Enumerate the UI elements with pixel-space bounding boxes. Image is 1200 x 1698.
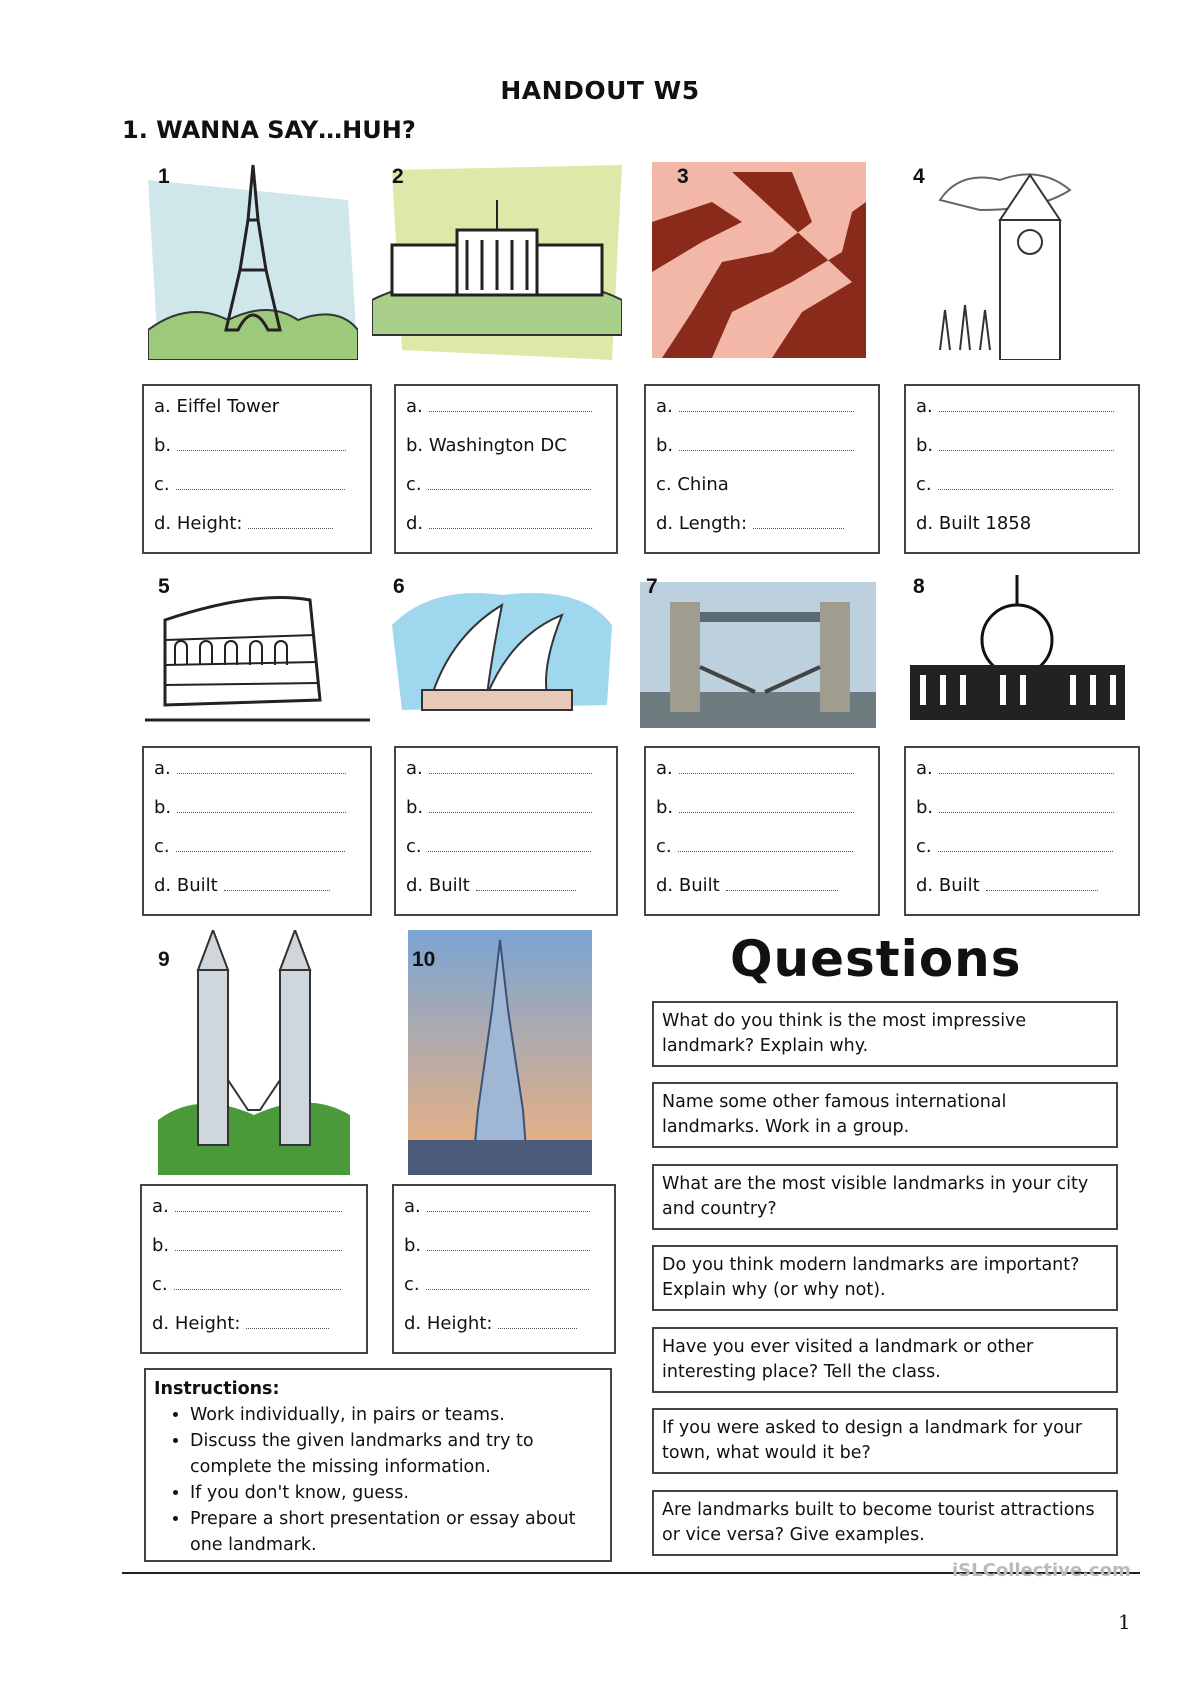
answer-label: a. Eiffel Tower xyxy=(154,396,280,417)
answer-label: d. Built 1858 xyxy=(916,513,1032,534)
question-box: Are landmarks built to become tourist attractions or vice versa? Give examples. xyxy=(652,1490,1118,1556)
answer-line[interactable] xyxy=(916,392,1128,431)
answer-line[interactable] xyxy=(406,754,606,793)
answer-label: d. Built xyxy=(406,875,470,896)
answer-blank[interactable] xyxy=(679,757,854,774)
answer-blank[interactable] xyxy=(498,1312,577,1329)
answer-box xyxy=(904,384,1140,554)
answer-label: b. xyxy=(656,435,674,456)
instructions-box xyxy=(144,1368,612,1562)
answer-blank[interactable] xyxy=(679,434,854,451)
landmark-number: 1 xyxy=(158,165,170,188)
landmark-number: 9 xyxy=(158,948,170,971)
answer-box xyxy=(140,1184,368,1354)
answer-line[interactable] xyxy=(656,832,868,871)
answer-blank[interactable] xyxy=(428,473,591,490)
landmark-number: 4 xyxy=(913,165,925,188)
answer-label: c. xyxy=(656,836,672,857)
answer-blank[interactable] xyxy=(938,835,1113,852)
answer-blank[interactable] xyxy=(429,395,592,412)
answer-blank[interactable] xyxy=(726,874,838,891)
answer-label: a. xyxy=(152,1196,169,1217)
answer-line[interactable] xyxy=(916,470,1128,509)
answer-blank[interactable] xyxy=(175,1195,342,1212)
answer-blank[interactable] xyxy=(429,757,592,774)
handout-title: HANDOUT W5 xyxy=(500,76,700,105)
answer-line[interactable] xyxy=(406,431,606,470)
landmark-number: 7 xyxy=(646,575,658,598)
answer-line[interactable] xyxy=(152,1270,356,1309)
answer-box xyxy=(142,384,372,554)
answer-label: c. xyxy=(404,1274,420,1295)
answer-blank[interactable] xyxy=(176,835,345,852)
answer-line[interactable] xyxy=(154,509,360,548)
us-capitol-image xyxy=(910,570,1125,730)
answer-label: b. xyxy=(406,797,424,818)
landmark-number: 8 xyxy=(913,575,925,598)
page-number: 1 xyxy=(1118,1610,1131,1634)
landmark-number: 3 xyxy=(677,165,689,188)
answer-label: a. xyxy=(656,758,673,779)
answer-label: a. xyxy=(916,396,933,417)
answer-blank[interactable] xyxy=(753,512,844,529)
answer-label: a. xyxy=(406,758,423,779)
answer-line[interactable] xyxy=(656,392,868,431)
answer-label: d. Height: xyxy=(154,513,243,534)
answer-line[interactable] xyxy=(406,871,606,910)
watermark: iSLCollective.com xyxy=(952,1560,1131,1581)
answer-line[interactable] xyxy=(404,1192,604,1231)
answer-label: b. xyxy=(656,797,674,818)
question-box: If you were asked to design a landmark for your town, what would it be? xyxy=(652,1408,1118,1474)
answer-label: c. xyxy=(406,836,422,857)
answer-label: a. xyxy=(406,396,423,417)
answer-label: a. xyxy=(916,758,933,779)
answer-line[interactable] xyxy=(406,509,606,548)
answer-label: d. Built xyxy=(916,875,980,896)
answer-blank[interactable] xyxy=(476,874,576,891)
instruction-item: • Work individually, in pairs or teams. xyxy=(190,1402,602,1428)
question-box: Have you ever visited a landmark or other interesting place? Tell the class. xyxy=(652,1327,1118,1393)
answer-label: d. Height: xyxy=(152,1313,241,1334)
instructions-heading: Instructions: xyxy=(154,1379,280,1399)
answer-blank[interactable] xyxy=(224,874,330,891)
answer-line[interactable] xyxy=(406,832,606,871)
answer-blank[interactable] xyxy=(429,796,592,813)
answer-blank[interactable] xyxy=(177,434,346,451)
answer-box xyxy=(392,1184,616,1354)
answer-line[interactable] xyxy=(916,754,1128,793)
landmark-number: 2 xyxy=(392,165,404,188)
answer-blank[interactable] xyxy=(427,1234,590,1251)
section-heading: 1. WANNA SAY…HUH? xyxy=(122,116,416,144)
question-box: Name some other famous international landmarks. Work in a group. xyxy=(652,1082,1118,1148)
answer-line[interactable] xyxy=(916,793,1128,832)
instruction-item: • Prepare a short presentation or essay about one landmark. xyxy=(190,1506,602,1558)
question-box: Do you think modern landmarks are important? Explain why (or why not). xyxy=(652,1245,1118,1311)
questions-heading: Questions xyxy=(730,930,1022,988)
answer-blank[interactable] xyxy=(177,757,346,774)
instruction-item: • Discuss the given landmarks and try to complete the missing information. xyxy=(190,1428,602,1480)
landmark-number: 10 xyxy=(412,948,436,971)
answer-line[interactable] xyxy=(406,793,606,832)
great-wall-image xyxy=(652,162,866,358)
answer-label: a. xyxy=(154,758,171,779)
answer-line[interactable] xyxy=(404,1231,604,1270)
answer-line[interactable] xyxy=(656,793,868,832)
answer-label: b. Washington DC xyxy=(406,435,567,456)
answer-box xyxy=(394,384,618,554)
tower-bridge-image xyxy=(640,582,876,728)
answer-line[interactable] xyxy=(916,509,1128,548)
answer-label: d. Height: xyxy=(404,1313,493,1334)
answer-line[interactable] xyxy=(404,1309,604,1348)
petronas-towers-image xyxy=(158,930,350,1175)
answer-label: c. xyxy=(154,836,170,857)
landmark-number: 6 xyxy=(393,575,405,598)
answer-label: a. xyxy=(656,396,673,417)
answer-line[interactable] xyxy=(406,470,606,509)
answer-blank[interactable] xyxy=(939,395,1114,412)
answer-line[interactable] xyxy=(152,1231,356,1270)
answer-line[interactable] xyxy=(154,470,360,509)
answer-box xyxy=(644,384,880,554)
answer-blank[interactable] xyxy=(679,395,854,412)
answer-blank[interactable] xyxy=(939,796,1114,813)
answer-blank[interactable] xyxy=(176,473,345,490)
answer-label: d. Built xyxy=(656,875,720,896)
answer-line[interactable] xyxy=(656,470,868,509)
answer-blank[interactable] xyxy=(939,434,1114,451)
answer-label: c. xyxy=(406,474,422,495)
answer-line[interactable] xyxy=(152,1309,356,1348)
answer-label: d. xyxy=(406,513,424,534)
answer-label: d. Length: xyxy=(656,513,748,534)
big-ben-image xyxy=(920,160,1090,360)
question-box: What are the most visible landmarks in your city and country? xyxy=(652,1164,1118,1230)
answer-line[interactable] xyxy=(154,754,360,793)
answer-line[interactable] xyxy=(656,871,868,910)
answer-line[interactable] xyxy=(916,832,1128,871)
answer-blank[interactable] xyxy=(678,835,853,852)
answer-line[interactable] xyxy=(656,431,868,470)
answer-blank[interactable] xyxy=(175,1234,342,1251)
answer-line[interactable] xyxy=(404,1270,604,1309)
answer-blank[interactable] xyxy=(177,796,346,813)
answer-label: c. xyxy=(154,474,170,495)
answer-blank[interactable] xyxy=(428,835,591,852)
sydney-opera-house-image xyxy=(392,585,612,725)
answer-line[interactable] xyxy=(154,431,360,470)
answer-label: a. xyxy=(404,1196,421,1217)
answer-label: b. xyxy=(154,435,172,456)
answer-label: b. xyxy=(152,1235,170,1256)
answer-label: c. xyxy=(152,1274,168,1295)
answer-line[interactable] xyxy=(656,509,868,548)
answer-line[interactable] xyxy=(406,392,606,431)
answer-line[interactable] xyxy=(152,1192,356,1231)
answer-box xyxy=(394,746,618,916)
eiffel-tower-image xyxy=(148,160,358,360)
answer-line[interactable] xyxy=(916,871,1128,910)
answer-blank[interactable] xyxy=(246,1312,329,1329)
answer-box xyxy=(644,746,880,916)
answer-line[interactable] xyxy=(154,871,360,910)
answer-line[interactable] xyxy=(154,392,360,431)
answer-label: c. xyxy=(916,474,932,495)
answer-label: b. xyxy=(154,797,172,818)
answer-blank[interactable] xyxy=(986,874,1098,891)
answer-blank[interactable] xyxy=(429,512,592,529)
answer-label: c. xyxy=(916,836,932,857)
landmark-number: 5 xyxy=(158,575,170,598)
question-box: What do you think is the most impressive landmark? Explain why. xyxy=(652,1001,1118,1067)
answer-blank[interactable] xyxy=(427,1195,590,1212)
answer-label: b. xyxy=(916,797,934,818)
answer-box xyxy=(904,746,1140,916)
answer-box xyxy=(142,746,372,916)
colosseum-image xyxy=(145,580,370,730)
answer-blank[interactable] xyxy=(939,757,1114,774)
answer-label: d. Built xyxy=(154,875,218,896)
answer-line[interactable] xyxy=(154,793,360,832)
answer-blank[interactable] xyxy=(248,512,333,529)
answer-label: c. China xyxy=(656,474,729,495)
answer-blank[interactable] xyxy=(938,473,1113,490)
answer-line[interactable] xyxy=(916,431,1128,470)
white-house-image xyxy=(372,160,622,360)
instruction-item: • If you don't know, guess. xyxy=(190,1480,602,1506)
burj-khalifa-image xyxy=(408,930,592,1175)
answer-line[interactable] xyxy=(656,754,868,793)
answer-line[interactable] xyxy=(154,832,360,871)
answer-label: b. xyxy=(916,435,934,456)
answer-blank[interactable] xyxy=(679,796,854,813)
answer-label: b. xyxy=(404,1235,422,1256)
answer-blank[interactable] xyxy=(174,1273,341,1290)
answer-blank[interactable] xyxy=(426,1273,589,1290)
